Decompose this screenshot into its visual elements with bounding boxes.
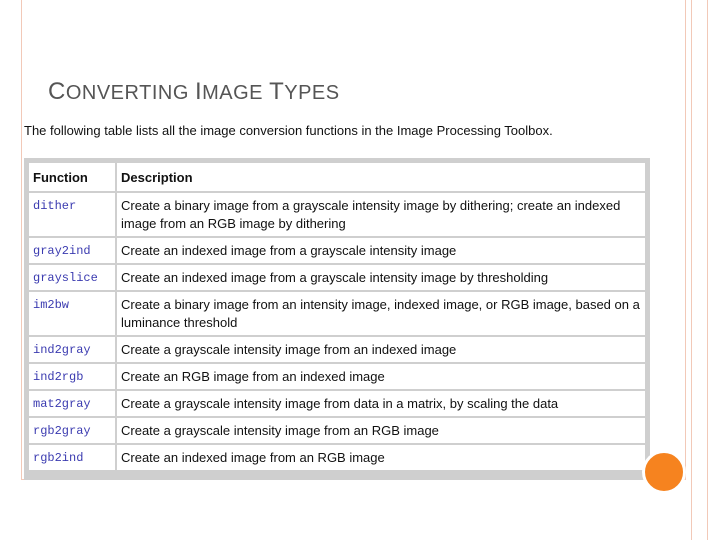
description-cell: Create a binary image from an intensity image, indexed image, or RGB image, based on a luminance threshold [117, 292, 645, 335]
function-cell: mat2gray [29, 391, 115, 416]
function-cell: gray2ind [29, 238, 115, 263]
table-row [29, 238, 645, 263]
table-row [29, 292, 645, 335]
function-cell: rgb2gray [29, 418, 115, 443]
table-row [29, 193, 645, 236]
table-row [29, 391, 645, 416]
description-cell: Create an indexed image from a grayscale intensity image [117, 238, 645, 263]
function-cell: dither [29, 193, 115, 236]
description-cell: Create an indexed image from a grayscale intensity image by thresholding [117, 265, 645, 290]
intro-text: The following table lists all the image conversion functions in the Image Processing Toolbox. [24, 123, 553, 138]
table-row [29, 265, 645, 290]
description-cell: Create a grayscale intensity image from an RGB image [117, 418, 645, 443]
function-cell: im2bw [29, 292, 115, 335]
decorative-rule-left [691, 0, 692, 540]
header-description: Description [117, 163, 645, 191]
description-cell: Create a grayscale intensity image from data in a matrix, by scaling the data [117, 391, 645, 416]
title-initial-3: T [269, 78, 285, 105]
table-row [29, 364, 645, 389]
function-cell: ind2rgb [29, 364, 115, 389]
accent-circle [642, 450, 686, 494]
table-row [29, 337, 645, 362]
title-rest-2: MAGE [202, 82, 270, 104]
description-cell: Create an indexed image from an RGB image [117, 445, 645, 470]
description-cell: Create a grayscale intensity image from an indexed image [117, 337, 645, 362]
description-cell: Create an RGB image from an indexed image [117, 364, 645, 389]
function-cell: rgb2ind [29, 445, 115, 470]
slide-title [48, 78, 340, 106]
title-initial-2: I [194, 78, 203, 105]
description-cell: Create a binary image from a grayscale intensity image by dithering; create an indexed image from an RGB image by dithering [117, 193, 645, 236]
table-row [29, 418, 645, 443]
table-header-row [29, 163, 645, 191]
header-function: Function [29, 163, 115, 191]
decorative-rule-right [707, 0, 708, 540]
table-row [29, 445, 645, 470]
function-cell: grayslice [29, 265, 115, 290]
conversion-table [27, 161, 647, 472]
title-rest-1: ONVERTING [65, 82, 195, 104]
conversion-table-container [24, 158, 650, 480]
function-cell: ind2gray [29, 337, 115, 362]
title-initial-1: C [48, 78, 66, 105]
title-rest-3: YPES [284, 82, 340, 104]
